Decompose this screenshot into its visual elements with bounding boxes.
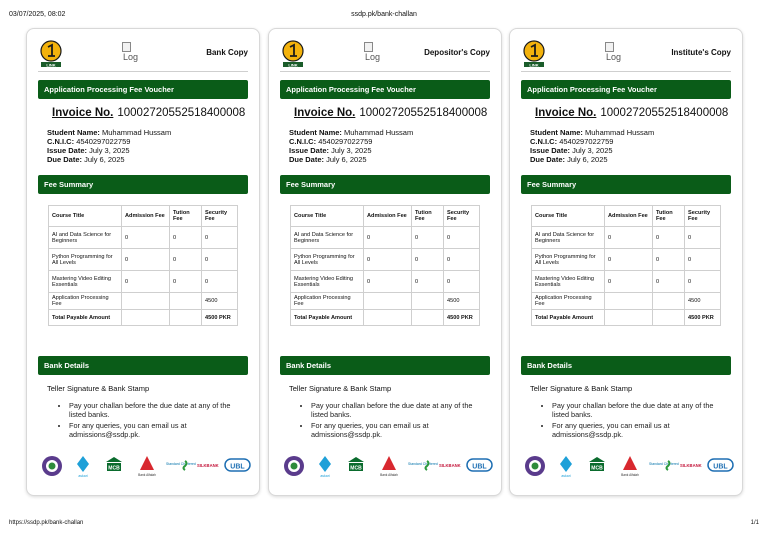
teller-signature: Teller Signature & Bank Stamp <box>47 384 150 393</box>
ubl-logo-icon <box>224 454 251 478</box>
notes-list <box>303 402 489 442</box>
table-cell <box>653 293 685 310</box>
column-header: Security Fee <box>685 206 721 227</box>
column-header: Security Fee <box>202 206 238 227</box>
table-cell: 0 <box>444 271 480 293</box>
table-row <box>49 227 238 249</box>
student-name-label: Student Name: <box>530 128 583 137</box>
image-placeholder <box>122 42 144 64</box>
notes-list <box>61 402 247 442</box>
table-row <box>49 271 238 293</box>
mcb-logo-icon <box>345 454 367 478</box>
logo-text: askari <box>320 474 330 478</box>
table-cell <box>412 293 444 310</box>
depositors-copy <box>268 28 502 496</box>
student-info <box>47 128 171 164</box>
table-cell: Python Programming for All Levels <box>49 249 122 271</box>
1link-logo-icon <box>521 40 547 68</box>
due-date-label: Due Date: <box>47 155 83 164</box>
logo-text: Standard Chartered <box>408 462 438 466</box>
table-cell: 0 <box>653 227 685 249</box>
seal-icon <box>41 454 63 478</box>
cnic-label: C.N.I.C: <box>289 137 317 146</box>
bank-copy <box>26 28 260 496</box>
column-header: Course Title <box>532 206 605 227</box>
invoice-number <box>535 107 728 119</box>
seal-icon <box>283 454 305 478</box>
table-cell <box>653 310 685 326</box>
table-cell: Total Payable Amount <box>49 310 122 326</box>
table-cell: Application Processing Fee <box>532 293 605 310</box>
invoice-value: 10002720552518400008 <box>359 107 488 119</box>
invoice-label: Invoice No. <box>52 107 114 119</box>
fee-table <box>531 205 721 326</box>
fee-table-header <box>49 206 238 227</box>
column-header: Security Fee <box>444 206 480 227</box>
invoice-value: 10002720552518400008 <box>117 107 246 119</box>
column-header: Admission Fee <box>605 206 653 227</box>
student-name: Muhammad Hussam <box>585 128 655 137</box>
fee-summary-title: Fee Summary <box>521 175 731 194</box>
silkbank-logo-icon <box>679 454 703 478</box>
bank-details-title: Bank Details <box>521 356 731 375</box>
teller-signature: Teller Signature & Bank Stamp <box>289 384 392 393</box>
1link-logo-icon <box>280 40 306 68</box>
table-cell: 0 <box>605 227 653 249</box>
table-cell <box>605 310 653 326</box>
table-cell: 0 <box>685 271 721 293</box>
table-row <box>532 249 721 271</box>
table-cell: 0 <box>605 249 653 271</box>
silkbank-logo-icon <box>438 454 462 478</box>
column-header: Tution Fee <box>412 206 444 227</box>
issue-date-label: Issue Date: <box>47 146 88 155</box>
logo-text: Bank Alfalah <box>621 473 639 477</box>
diamond-logo-icon <box>73 454 93 478</box>
table-cell: 0 <box>412 249 444 271</box>
cnic-label: C.N.I.C: <box>47 137 75 146</box>
fee-table-header <box>532 206 721 227</box>
column-header: Admission Fee <box>122 206 170 227</box>
table-cell: 4500 PKR <box>685 310 721 326</box>
student-name: Muhammad Hussam <box>344 128 414 137</box>
list-item: • For any queries, you can email us at admissions@ssdp.pk. <box>552 422 730 439</box>
logo-text: MCB <box>108 465 120 472</box>
table-cell: 0 <box>653 249 685 271</box>
copy-label: Depositor's Copy <box>424 48 490 57</box>
logo-text: Standard Chartered <box>649 462 679 466</box>
diamond-logo-icon <box>315 454 335 478</box>
table-cell: 0 <box>364 271 412 293</box>
fee-table <box>48 205 238 326</box>
table-cell <box>122 310 170 326</box>
image-alt-text: Log <box>606 52 622 62</box>
table-cell: 0 <box>444 227 480 249</box>
table-cell: Mastering Video Editing Essentials <box>291 271 364 293</box>
table-cell: AI and Data Science for Beginners <box>49 227 122 249</box>
table-cell: AI and Data Science for Beginners <box>291 227 364 249</box>
table-cell <box>412 310 444 326</box>
copy-header <box>521 38 731 72</box>
table-cell <box>170 310 202 326</box>
cnic: 4540297022759 <box>318 137 373 146</box>
table-cell: 0 <box>170 271 202 293</box>
list-item: • Pay your challan before the due date at any of the listed banks. <box>552 402 730 419</box>
table-cell: 4500 PKR <box>202 310 238 326</box>
student-info <box>530 128 654 164</box>
image-alt-text: Log <box>123 52 139 62</box>
table-cell: Total Payable Amount <box>291 310 364 326</box>
issue-date: July 3, 2025 <box>89 146 130 155</box>
table-cell <box>170 293 202 310</box>
fee-summary-title: Fee Summary <box>38 175 248 194</box>
student-name-label: Student Name: <box>289 128 342 137</box>
table-row <box>532 271 721 293</box>
table-cell: 0 <box>412 271 444 293</box>
table-cell <box>364 310 412 326</box>
mcb-logo-icon <box>103 454 125 478</box>
table-cell: Python Programming for All Levels <box>291 249 364 271</box>
table-cell: 0 <box>444 249 480 271</box>
table-cell: 0 <box>170 227 202 249</box>
logo-text: SILKBANK <box>439 463 461 468</box>
challan-copies <box>26 28 743 496</box>
print-footer <box>9 520 759 532</box>
table-cell: 0 <box>685 227 721 249</box>
mcb-logo-icon <box>586 454 608 478</box>
bank-details-title: Bank Details <box>38 356 248 375</box>
broken-image-icon <box>605 42 614 52</box>
bank-logos <box>283 454 493 478</box>
table-cell: Python Programming for All Levels <box>532 249 605 271</box>
fee-table-header <box>291 206 480 227</box>
bank-logos <box>41 454 251 478</box>
table-cell: 4500 PKR <box>444 310 480 326</box>
table-cell: 0 <box>364 227 412 249</box>
invoice-number <box>294 107 487 119</box>
table-cell: 0 <box>653 271 685 293</box>
table-row <box>291 271 480 293</box>
standard-chartered-logo-icon <box>165 454 196 478</box>
copy-label: Institute's Copy <box>671 48 731 57</box>
cnic: 4540297022759 <box>559 137 614 146</box>
cnic: 4540297022759 <box>76 137 131 146</box>
bank-logos <box>524 454 734 478</box>
broken-image-icon <box>364 42 373 52</box>
notes-list <box>544 402 730 442</box>
table-row <box>291 293 480 310</box>
table-row <box>49 249 238 271</box>
table-cell: Mastering Video Editing Essentials <box>532 271 605 293</box>
image-placeholder <box>605 42 627 64</box>
1link-logo-text: LINK <box>529 62 539 68</box>
due-date: July 6, 2025 <box>326 155 367 164</box>
table-cell: 0 <box>202 249 238 271</box>
issue-date-label: Issue Date: <box>530 146 571 155</box>
student-info <box>289 128 413 164</box>
column-header: Course Title <box>291 206 364 227</box>
table-cell <box>605 293 653 310</box>
table-cell: Application Processing Fee <box>291 293 364 310</box>
table-cell: Mastering Video Editing Essentials <box>49 271 122 293</box>
logo-text: Standard Chartered <box>166 462 196 466</box>
invoice-number <box>52 107 245 119</box>
bank-alfalah-logo-icon <box>137 454 157 478</box>
fee-table <box>290 205 480 326</box>
due-date: July 6, 2025 <box>567 155 608 164</box>
logo-text: MCB <box>350 465 362 472</box>
1link-logo-text: LINK <box>46 62 56 68</box>
total-row <box>291 310 480 326</box>
image-alt-text: Log <box>365 52 381 62</box>
issue-date-label: Issue Date: <box>289 146 330 155</box>
1link-logo-icon <box>38 40 64 68</box>
diamond-logo-icon <box>556 454 576 478</box>
copy-label: Bank Copy <box>206 48 248 57</box>
list-item: • Pay your challan before the due date at any of the listed banks. <box>311 402 489 419</box>
print-page-number: 1/1 <box>750 520 759 526</box>
logo-text: UBL <box>713 463 728 471</box>
logo-text: UBL <box>230 463 245 471</box>
table-row <box>532 293 721 310</box>
issue-date: July 3, 2025 <box>572 146 613 155</box>
bank-alfalah-logo-icon <box>379 454 399 478</box>
table-cell: 4500 <box>444 293 480 310</box>
table-cell: 0 <box>122 271 170 293</box>
table-cell: 0 <box>202 271 238 293</box>
logo-text: askari <box>561 474 571 478</box>
broken-image-icon <box>122 42 131 52</box>
total-row <box>532 310 721 326</box>
copy-header <box>280 38 490 72</box>
column-header: Tution Fee <box>170 206 202 227</box>
logo-text: Bank Alfalah <box>138 473 156 477</box>
print-footer-url: https://ssdp.pk/bank-challan <box>9 520 84 526</box>
image-placeholder <box>364 42 386 64</box>
logo-text: SILKBANK <box>197 463 219 468</box>
list-item: • For any queries, you can email us at admissions@ssdp.pk. <box>69 422 247 439</box>
bank-alfalah-logo-icon <box>620 454 640 478</box>
column-header: Course Title <box>49 206 122 227</box>
table-cell: Total Payable Amount <box>532 310 605 326</box>
table-row <box>291 249 480 271</box>
table-cell: 0 <box>364 249 412 271</box>
logo-text: MCB <box>591 465 603 472</box>
table-cell <box>364 293 412 310</box>
issue-date: July 3, 2025 <box>331 146 372 155</box>
table-cell: 4500 <box>202 293 238 310</box>
bank-details-title: Bank Details <box>280 356 490 375</box>
table-cell: 0 <box>412 227 444 249</box>
fee-summary-title: Fee Summary <box>280 175 490 194</box>
logo-text: askari <box>78 474 88 478</box>
table-cell: 0 <box>170 249 202 271</box>
table-cell: 0 <box>605 271 653 293</box>
institutes-copy <box>509 28 743 496</box>
voucher-title: Application Processing Fee Voucher <box>38 80 248 99</box>
table-row <box>49 293 238 310</box>
list-item: • For any queries, you can email us at admissions@ssdp.pk. <box>311 422 489 439</box>
ubl-logo-icon <box>707 454 734 478</box>
due-date: July 6, 2025 <box>84 155 125 164</box>
invoice-label: Invoice No. <box>294 107 356 119</box>
1link-logo-text: LINK <box>288 62 298 68</box>
table-cell: Application Processing Fee <box>49 293 122 310</box>
student-name-label: Student Name: <box>47 128 100 137</box>
invoice-label: Invoice No. <box>535 107 597 119</box>
logo-text: SILKBANK <box>680 463 702 468</box>
logo-text: UBL <box>472 463 487 471</box>
table-cell: 0 <box>122 227 170 249</box>
voucher-title: Application Processing Fee Voucher <box>280 80 490 99</box>
teller-signature: Teller Signature & Bank Stamp <box>530 384 633 393</box>
standard-chartered-logo-icon <box>407 454 438 478</box>
table-cell: 0 <box>685 249 721 271</box>
cnic-label: C.N.I.C: <box>530 137 558 146</box>
column-header: Tution Fee <box>653 206 685 227</box>
seal-icon <box>524 454 546 478</box>
silkbank-logo-icon <box>196 454 220 478</box>
invoice-value: 10002720552518400008 <box>600 107 729 119</box>
table-cell <box>122 293 170 310</box>
copy-header <box>38 38 248 72</box>
standard-chartered-logo-icon <box>648 454 679 478</box>
voucher-title: Application Processing Fee Voucher <box>521 80 731 99</box>
ubl-logo-icon <box>466 454 493 478</box>
table-cell: AI and Data Science for Beginners <box>532 227 605 249</box>
list-item: • Pay your challan before the due date at any of the listed banks. <box>69 402 247 419</box>
total-row <box>49 310 238 326</box>
due-date-label: Due Date: <box>289 155 325 164</box>
print-header <box>9 11 759 23</box>
print-page-title: ssdp.pk/bank-challan <box>351 11 417 18</box>
table-cell: 0 <box>202 227 238 249</box>
table-row <box>532 227 721 249</box>
logo-text: Bank Alfalah <box>380 473 398 477</box>
student-name: Muhammad Hussam <box>102 128 172 137</box>
table-cell: 0 <box>122 249 170 271</box>
print-datetime: 03/07/2025, 08:02 <box>9 11 66 18</box>
table-row <box>291 227 480 249</box>
table-cell: 4500 <box>685 293 721 310</box>
column-header: Admission Fee <box>364 206 412 227</box>
due-date-label: Due Date: <box>530 155 566 164</box>
